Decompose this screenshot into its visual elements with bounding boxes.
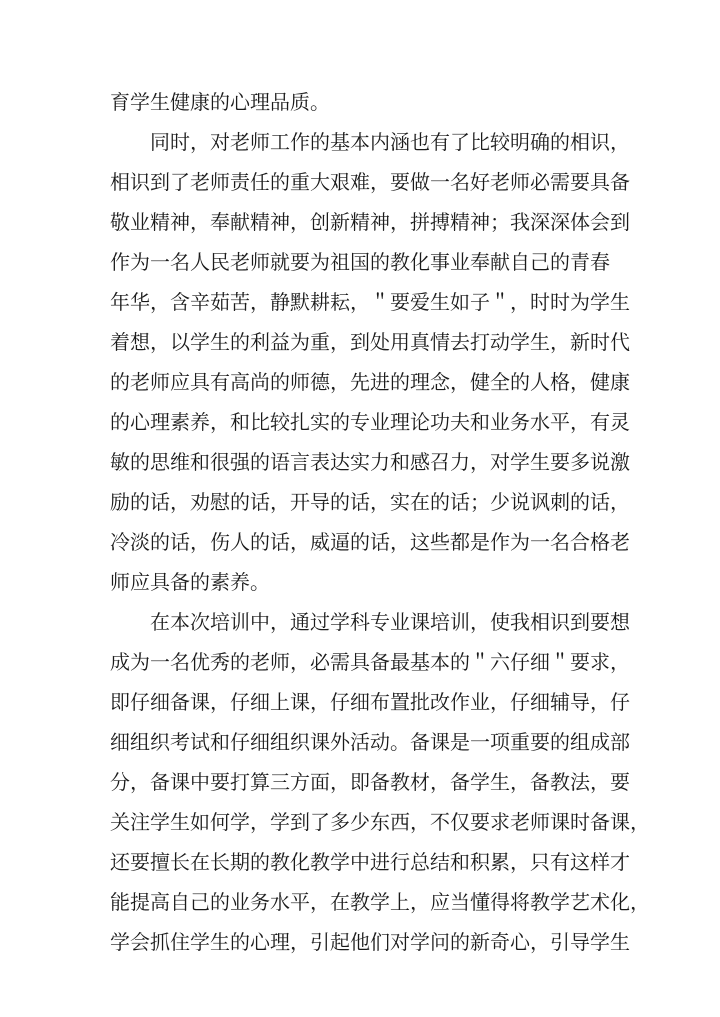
text-line: 作为一名人民老师就要为祖国的教化事业奉献自己的青春 (110, 250, 610, 274)
text-line: 学会抓住学生的心理，引起他们对学问的新奇心，引导学生 (110, 930, 630, 954)
text-line: 师应具备的素养。 (110, 570, 270, 594)
text-line: 的老师应具有高尚的师德，先进的理念，健全的人格，健康 (110, 370, 630, 394)
text-line: 年华，含辛茹苦，静默耕耘，＂要爱生如子＂，时时为学生 (110, 290, 630, 314)
paragraph-first-line: 在本次培训中，通过学科专业课培训，使我相识到要想 (150, 610, 630, 634)
text-line: 相识到了老师责任的重大艰难，要做一名好老师必需要具备 (110, 170, 630, 194)
text-line: 分，备课中要打算三方面，即备教材，备学生，备教法，要 (110, 770, 630, 794)
text-line: 即仔细备课，仔细上课，仔细布置批改作业，仔细辅导，仔 (110, 690, 630, 714)
text-line: 敬业精神，奉献精神，创新精神，拼搏精神；我深深体会到 (110, 210, 630, 234)
text-line: 着想，以学生的利益为重，到处用真情去打动学生，新时代 (110, 330, 630, 354)
paragraph-first-line: 同时，对老师工作的基本内涵也有了比较明确的相识， (150, 130, 630, 154)
body-text (110, 82, 650, 962)
text-line: 关注学生如何学，学到了多少东西，不仅要求老师课时备课， (110, 810, 650, 834)
text-line: 敏的思维和很强的语言表达实力和感召力，对学生要多说激 (110, 450, 630, 474)
text-line: 成为一名优秀的老师，必需具备最基本的＂六仔细＂要求， (110, 650, 630, 674)
text-line: 育学生健康的心理品质。 (110, 90, 330, 114)
text-line: 细组织考试和仔细组织课外活动。备课是一项重要的组成部 (110, 730, 630, 754)
text-line: 还要擅长在长期的教化教学中进行总结和积累，只有这样才 (110, 850, 630, 874)
text-line: 励的话，劝慰的话，开导的话，实在的话；少说讽刺的话， (110, 490, 630, 514)
text-line: 能提高自己的业务水平，在教学上，应当懂得将教学艺术化， (110, 890, 650, 914)
text-line: 冷淡的话，伤人的话，威逼的话，这些都是作为一名合格老 (110, 530, 630, 554)
text-line: 的心理素养，和比较扎实的专业理论功夫和业务水平，有灵 (110, 410, 630, 434)
